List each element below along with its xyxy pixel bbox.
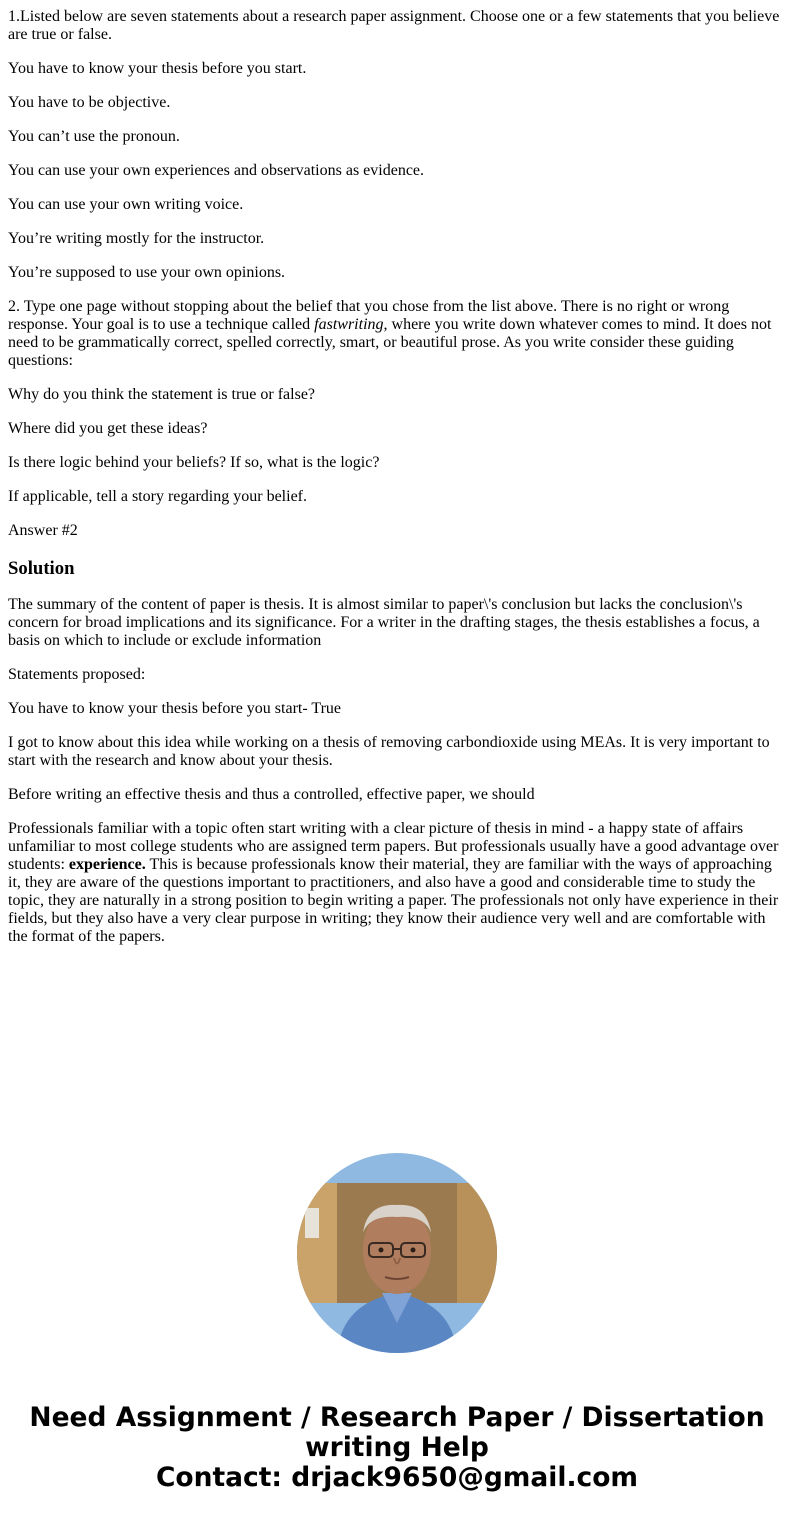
footer-line-1: Need Assignment / Research Paper / Dissertation [29, 1402, 765, 1433]
statement-6: You’re writing mostly for the instructor. [8, 230, 265, 247]
solution-paragraph-4: I got to know about this idea while working on a thesis of removing carbondioxide using MEAs. It is very important to start with the research and know about your thesis. [8, 734, 770, 769]
solution-paragraph-6 [8, 820, 786, 946]
statement-4: You can use your own experiences and observations as evidence. [8, 162, 425, 179]
solution-paragraph-2: Statements proposed: [8, 666, 146, 683]
footer-line-2: writing Help [305, 1432, 489, 1463]
statement-7: You’re supposed to use your own opinions. [8, 264, 286, 281]
statement-3: You can’t use the pronoun. [8, 128, 180, 145]
statement-1: You have to know your thesis before you start. [8, 60, 307, 77]
p6-text-before: Professionals familiar with a topic often start writing with a clear picture of thesis in mind - a happy state of affairs unfamiliar to most college students who are assigned term papers. But professionals usually have a good advantage over students: [8, 820, 779, 873]
fastwriting-term: fastwriting [314, 316, 384, 333]
footer-contact-line: Contact: drjack9650@gmail.com [155, 1462, 639, 1493]
solution-paragraph-3: You have to know your thesis before you start- True [8, 700, 342, 717]
solution-heading: Solution [8, 558, 75, 579]
statement-5: You can use your own writing voice. [8, 196, 244, 213]
guiding-question-2: Where did you get these ideas? [8, 420, 208, 437]
contact-footer [0, 1403, 794, 1493]
guiding-question-1: Why do you think the statement is true or false? [8, 386, 316, 403]
guiding-question-4: If applicable, tell a story regarding your belief. [8, 488, 307, 505]
guiding-question-3: Is there logic behind your beliefs? If so, what is the logic? [8, 454, 380, 471]
question-part-2 [8, 298, 786, 370]
solution-paragraph-1: The summary of the content of paper is thesis. It is almost similar to paper\'s conclusion but lacks the conclusion\'s concern for broad implications and its significance. For a writer in the drafting stages, the thesis establishes a focus, a basis on which to include or exclude information [8, 596, 760, 649]
part2-text-before: 2. Type one page without stopping about the belief that you chose from the list above. There is no right or wrong response. Your goal is to use a technique called [8, 298, 730, 333]
p6-text-after: This is because professionals know their material, they are familiar with the ways of approaching it, they are aware of the questions important to practitioners, and also have a good and considerable time to study the topic, they are naturally in a strong position to begin writing a paper. The professionals not only have experience in their fields, but they also have a very clear purpose in writing; they know their audience very well and are comfortable with the format of the papers. [8, 856, 779, 945]
answer-label: Answer #2 [8, 522, 78, 539]
statement-2: You have to be objective. [8, 94, 171, 111]
experience-bold: experience. [68, 856, 146, 873]
author-avatar [297, 1153, 497, 1353]
part2-text-after: , where you write down whatever comes to mind. It does not need to be grammatically correct, spelled correctly, smart, or beautiful prose. As you write consider these guiding questions: [8, 316, 772, 369]
solution-paragraph-5: Before writing an effective thesis and thus a controlled, effective paper, we should [8, 786, 535, 803]
question-intro: 1.Listed below are seven statements about a research paper assignment. Choose one or a few statements that you believe are true or false. [8, 8, 780, 43]
author-portrait-image [297, 1153, 497, 1353]
